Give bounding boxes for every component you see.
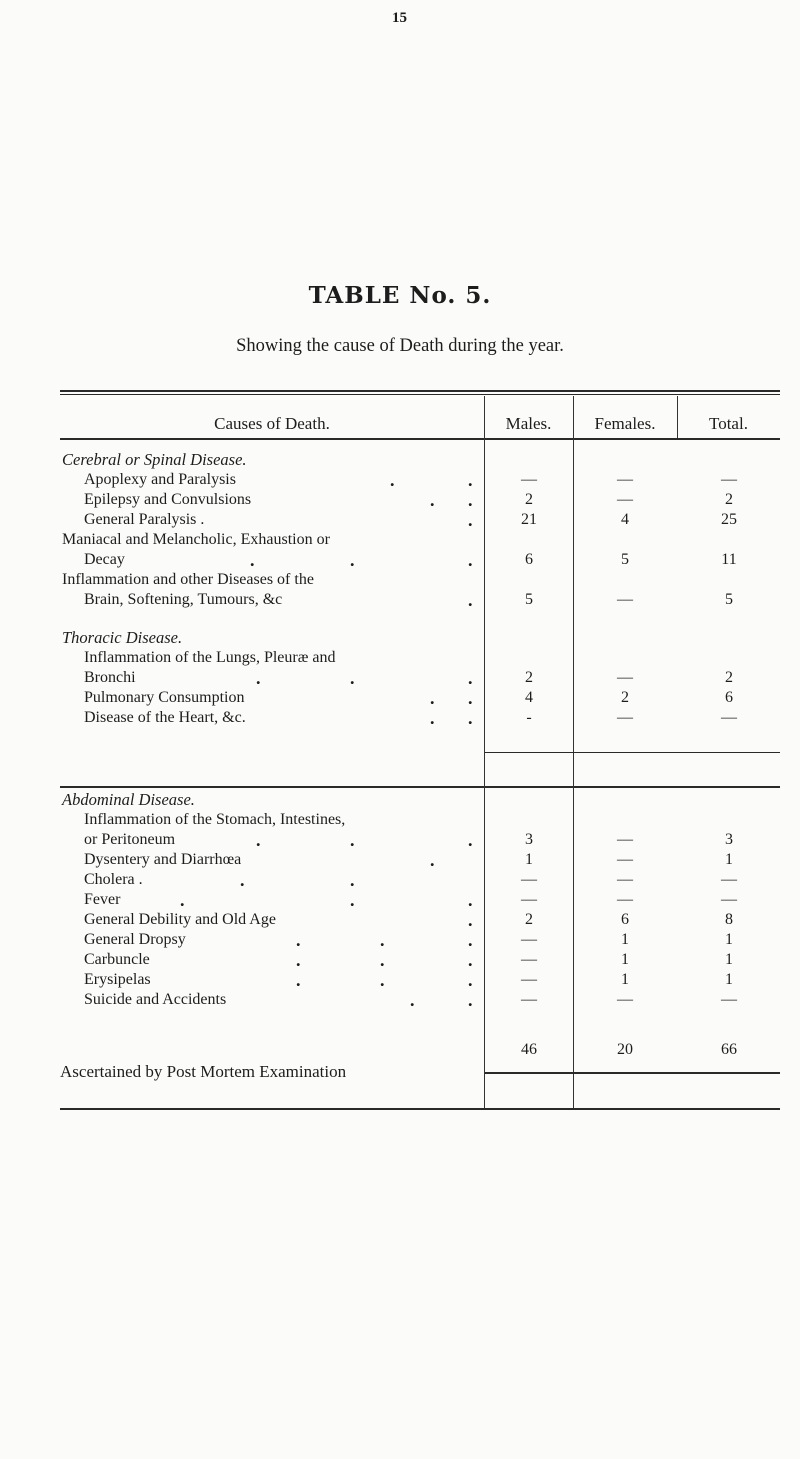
leader-dot: . — [180, 890, 185, 910]
table-row — [60, 688, 780, 708]
leader-dot: . — [430, 688, 435, 708]
cause-label: General Dropsy — [84, 931, 186, 948]
table-row — [60, 830, 780, 850]
header-females: Females. — [594, 414, 656, 433]
bottom-rule — [60, 786, 780, 788]
males-cell: 1 — [525, 851, 533, 868]
table-row — [60, 910, 780, 930]
females-cell: — — [617, 669, 633, 686]
header-rule — [60, 438, 780, 440]
leader-dot: . — [380, 950, 385, 970]
males-cell: 4 — [525, 689, 533, 706]
leader-dot: . — [296, 970, 301, 990]
females-cell: — — [617, 891, 633, 908]
table-row — [60, 930, 780, 950]
leader-dot: . — [468, 590, 473, 610]
bottom-rule — [60, 1108, 780, 1110]
leader-dot: . — [250, 550, 255, 570]
leader-dot: . — [256, 830, 261, 850]
table-row-continuation — [60, 648, 780, 668]
leader-dot: . — [468, 930, 473, 950]
cause-label: General Debility and Old Age — [84, 911, 276, 928]
table-row — [60, 990, 780, 1010]
females-cell: — — [617, 851, 633, 868]
table-row-continuation — [60, 810, 780, 830]
males-cell: 2 — [525, 491, 533, 508]
total-cell: — — [721, 991, 737, 1008]
leader-dot: . — [468, 708, 473, 728]
totals-row — [60, 1040, 780, 1060]
females-cell: — — [617, 471, 633, 488]
total-cell: 2 — [725, 669, 733, 686]
leader-dot: . — [468, 830, 473, 850]
leader-dot: . — [380, 970, 385, 990]
table-row — [60, 970, 780, 990]
table-row — [60, 550, 780, 570]
leader-dot: . — [430, 490, 435, 510]
total-cell: 1 — [725, 951, 733, 968]
section-heading-thoracic: Thoracic Disease. — [62, 628, 183, 647]
total-cell: 6 — [725, 689, 733, 706]
total-cell: 1 — [725, 931, 733, 948]
table-row — [60, 890, 780, 910]
leader-dot: . — [390, 470, 395, 490]
cause-label: Carbuncle — [84, 951, 150, 968]
totals-rule — [485, 752, 780, 753]
table-row — [60, 590, 780, 610]
males-cell: — — [521, 871, 537, 888]
females-cell: 4 — [621, 511, 629, 528]
section-heading-cerebral: Cerebral or Spinal Disease. — [62, 450, 247, 469]
table-row — [60, 850, 780, 870]
header-total: Total. — [709, 414, 748, 433]
cause-label: General Paralysis . — [84, 511, 205, 528]
leader-dot: . — [468, 970, 473, 990]
leader-dot: . — [430, 850, 435, 870]
total-cell: 2 — [725, 491, 733, 508]
leader-dot: . — [350, 830, 355, 850]
leader-dot: . — [468, 668, 473, 688]
males-cell: — — [521, 471, 537, 488]
leader-dot: . — [256, 668, 261, 688]
males-cell: 21 — [521, 511, 537, 528]
males-cell: — — [521, 951, 537, 968]
cause-label-line1: Inflammation of the Stomach, Intestines, — [84, 811, 346, 828]
total-cell: 8 — [725, 911, 733, 928]
total-cell: — — [721, 871, 737, 888]
females-cell: 1 — [621, 931, 629, 948]
top-rule-inner — [60, 394, 780, 395]
females-cell: 6 — [621, 911, 629, 928]
table-row — [60, 668, 780, 688]
leader-dot: . — [380, 930, 385, 950]
leader-dot: . — [350, 668, 355, 688]
cause-label-line1: Inflammation and other Diseases of the — [62, 571, 314, 588]
cause-label: or Peritoneum — [84, 831, 176, 848]
footer-row — [60, 1062, 780, 1082]
table-subtitle: Showing the cause of Death during the year. — [236, 336, 564, 356]
table-row — [60, 708, 780, 728]
table-row-continuation — [60, 570, 780, 590]
leader-dot: . — [468, 890, 473, 910]
leader-dot: . — [350, 550, 355, 570]
footer-note: Ascertained by Post Mortem Examination — [60, 1062, 347, 1081]
males-cell: - — [526, 709, 532, 726]
leader-dot: . — [468, 470, 473, 490]
cause-label: Epilepsy and Convulsions — [84, 491, 252, 508]
leader-dot: . — [468, 490, 473, 510]
table-row — [60, 490, 780, 510]
cause-label: Apoplexy and Paralysis — [84, 471, 236, 488]
leader-dot: . — [468, 910, 473, 930]
table-title: TABLE No. 5. — [308, 282, 492, 309]
total-cell: — — [721, 709, 737, 726]
total-cell: 11 — [721, 551, 737, 568]
total-cell: 1 — [725, 851, 733, 868]
females-cell: — — [617, 591, 633, 608]
death-causes-table — [60, 390, 780, 790]
cause-label: Fever — [84, 891, 121, 908]
total-females: 20 — [617, 1041, 633, 1058]
cause-label: Decay — [84, 551, 125, 568]
leader-dot: . — [350, 870, 355, 890]
table-row — [60, 470, 780, 490]
males-cell: 3 — [525, 831, 533, 848]
females-cell: 1 — [621, 971, 629, 988]
total-males: 46 — [521, 1041, 537, 1058]
header-cause: Causes of Death. — [214, 414, 330, 433]
females-cell: 1 — [621, 951, 629, 968]
total-cell: 25 — [721, 511, 737, 528]
section-heading-abdominal: Abdominal Disease. — [62, 790, 195, 809]
death-causes-table-lower — [60, 790, 780, 1120]
header-males: Males. — [505, 414, 552, 433]
males-cell: 2 — [525, 911, 533, 928]
males-cell: — — [521, 991, 537, 1008]
cause-label: Pulmonary Consumption — [84, 689, 245, 706]
cause-label: Suicide and Accidents — [84, 991, 227, 1008]
top-rule — [60, 390, 780, 392]
cause-label: Dysentery and Diarrhœa — [84, 851, 242, 868]
leader-dot: . — [410, 990, 415, 1010]
leader-dot: . — [350, 890, 355, 910]
table-row — [60, 510, 780, 530]
total-cell: — — [721, 891, 737, 908]
page-number: 15 — [392, 10, 407, 26]
females-cell: — — [617, 709, 633, 726]
table-row — [60, 870, 780, 890]
leader-dot: . — [240, 870, 245, 890]
leader-dot: . — [430, 708, 435, 728]
cause-label: Erysipelas — [84, 971, 151, 988]
cause-label: Cholera . — [84, 871, 143, 888]
total-cell: 5 — [725, 591, 733, 608]
leader-dot: . — [468, 688, 473, 708]
leader-dot: . — [468, 990, 473, 1010]
females-cell: 5 — [621, 551, 629, 568]
males-cell: — — [521, 931, 537, 948]
females-cell: — — [617, 871, 633, 888]
leader-dot: . — [468, 510, 473, 530]
table-row-continuation — [60, 530, 780, 550]
leader-dot: . — [296, 950, 301, 970]
total-cell: 3 — [725, 831, 733, 848]
cause-label: Brain, Softening, Tumours, &c — [84, 591, 283, 608]
females-cell: — — [617, 831, 633, 848]
males-cell: 6 — [525, 551, 533, 568]
cause-label: Bronchi — [84, 669, 136, 686]
males-cell: 2 — [525, 669, 533, 686]
females-cell: — — [617, 991, 633, 1008]
leader-dot: . — [296, 930, 301, 950]
males-cell: — — [521, 891, 537, 908]
females-cell: — — [617, 491, 633, 508]
cause-label-line1: Maniacal and Melancholic, Exhaustion or — [62, 531, 330, 548]
total-cell: 1 — [725, 971, 733, 988]
males-cell: 5 — [525, 591, 533, 608]
table-row — [60, 950, 780, 970]
cause-label: Disease of the Heart, &c. — [84, 709, 246, 726]
leader-dot: . — [468, 550, 473, 570]
grand-total: 66 — [721, 1041, 737, 1058]
females-cell: 2 — [621, 689, 629, 706]
leader-dot: . — [468, 950, 473, 970]
males-cell: — — [521, 971, 537, 988]
cause-label-line1: Inflammation of the Lungs, Pleuræ and — [84, 649, 336, 666]
total-cell: — — [721, 471, 737, 488]
